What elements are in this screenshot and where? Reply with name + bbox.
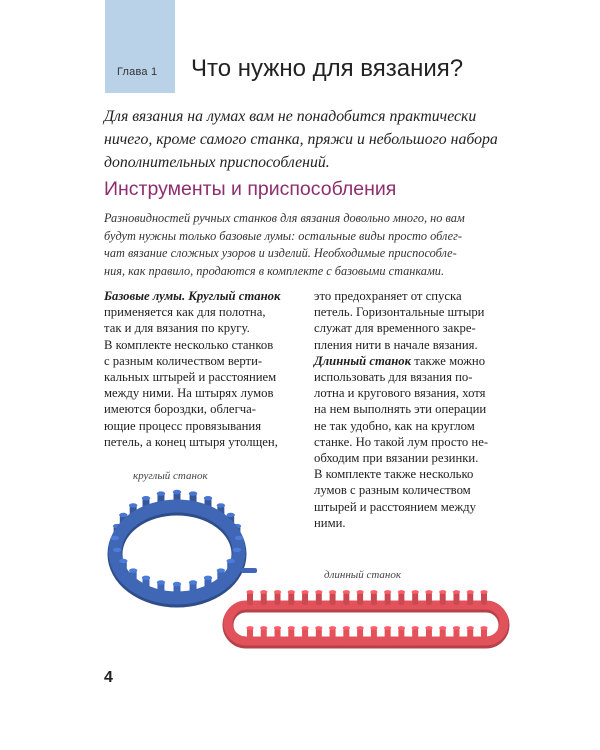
loom-peg — [288, 592, 294, 605]
body-line: лумов с разным количеством — [314, 483, 471, 498]
loom-peg-top — [412, 590, 419, 594]
loom-peg-top — [157, 580, 165, 584]
loom-peg-top — [217, 568, 225, 572]
loom-peg-top — [315, 590, 322, 594]
loom-peg — [247, 628, 253, 641]
loom-peg-top — [204, 576, 212, 580]
loom-peg-top — [398, 626, 405, 630]
loom-peg — [398, 592, 404, 605]
intro-line: Для вязания на лумах вам не понадобится практически — [104, 108, 477, 125]
loom-side-peg — [241, 568, 257, 573]
loom-peg — [157, 582, 164, 598]
body-line: ющие процесс провязывания — [104, 418, 262, 433]
loom-peg — [247, 592, 253, 605]
loom-peg — [398, 628, 404, 641]
body-line: лотна и кругового вязания, хотя — [314, 386, 486, 401]
body-line: на нем выполнять эти операции — [314, 402, 487, 417]
loom-peg-top — [288, 626, 295, 630]
loom-peg-top — [204, 496, 212, 500]
loom-peg-top — [288, 590, 295, 594]
loom-peg-top — [119, 559, 127, 563]
loom-peg-top — [111, 536, 119, 540]
body-line: петель. Горизонтальные штыри — [314, 305, 485, 320]
page-number: 4 — [104, 669, 113, 686]
loom-peg — [371, 628, 377, 641]
loom-peg — [343, 628, 349, 641]
loom-peg — [227, 561, 234, 577]
loom-peg-top — [343, 626, 350, 630]
section-intro-line: чат вязание сложных узоров и изделий. Необходимые приспособле- — [104, 246, 457, 260]
loom-peg-top — [343, 590, 350, 594]
loom-peg — [357, 628, 363, 641]
loom-peg-top — [233, 548, 241, 552]
section-intro — [104, 210, 544, 280]
loom-peg-top — [425, 590, 432, 594]
chapter-label: Глава 1 — [117, 66, 158, 78]
loom-peg — [114, 550, 121, 566]
loom-peg-top — [480, 626, 487, 630]
body-line: петель, а конец штыря утолщен, — [104, 434, 278, 449]
loom-peg — [330, 628, 336, 641]
body-line: В комплекте также несколько — [314, 467, 474, 482]
body-line: не так удобно, как на круглом — [314, 418, 475, 433]
chapter-tab — [105, 0, 175, 93]
loom-peg-top — [384, 590, 391, 594]
loom-peg-top — [226, 513, 234, 517]
loom-peg-top — [412, 626, 419, 630]
loom-peg-top — [425, 626, 432, 630]
loom-peg-top — [142, 496, 150, 500]
section-title: Инструменты и приспособления — [104, 178, 397, 200]
body-line: с разным количеством верти- — [104, 353, 263, 368]
body-line: между ними. На штырях лумов — [104, 386, 274, 401]
loom-peg-top — [129, 568, 137, 572]
loom-peg-top — [315, 626, 322, 630]
loom-peg-top — [453, 626, 460, 630]
loom-peg-top — [189, 491, 197, 495]
section-intro-line: ния, как правило, продаются в комплекте с базовыми станками. — [104, 263, 445, 278]
loom-peg — [130, 571, 137, 587]
section-intro-line: будут нужны только базовые лумы: остальные виды просто облег- — [104, 228, 463, 243]
body-line: применяется как для полотна, — [104, 305, 266, 320]
loom-peg-top — [274, 590, 281, 594]
loom-peg — [467, 628, 473, 641]
loom-peg-top — [274, 626, 281, 630]
loom-peg — [120, 561, 127, 577]
loom-peg-top — [384, 626, 391, 630]
loom-peg — [316, 628, 322, 641]
body-line: станке. Но такой лум просто не- — [314, 434, 489, 449]
chapter-title: Что нужно для вязания? — [191, 55, 464, 82]
loom-peg-top — [329, 590, 336, 594]
loom-peg-top — [189, 580, 197, 584]
loom-peg — [316, 592, 322, 605]
loom-peg — [302, 628, 308, 641]
loom-peg — [453, 628, 459, 641]
loom-peg-top — [467, 626, 474, 630]
loom-peg — [343, 592, 349, 605]
loom-peg — [233, 550, 240, 566]
loom-peg — [261, 592, 267, 605]
loom-peg — [412, 628, 418, 641]
loom-peg — [205, 578, 212, 594]
body-line: пления нити в начале вязания. — [314, 337, 478, 352]
loom-peg — [190, 582, 197, 598]
body-line: имеются бороздки, облегча- — [104, 402, 257, 417]
loom-peg-top — [439, 626, 446, 630]
loom-peg-top — [439, 590, 446, 594]
loom-peg-top — [357, 590, 364, 594]
loom-peg-top — [129, 503, 137, 507]
loom-peg-top — [329, 626, 336, 630]
loom-peg-top — [370, 626, 377, 630]
section-intro-line: Разновидностей ручных станков для вязания довольно много, но вам — [104, 211, 465, 225]
loom-peg — [143, 578, 150, 594]
loom-peg-top — [246, 626, 253, 630]
body-line — [314, 353, 534, 369]
loom-peg — [302, 592, 308, 605]
loom-peg-top — [142, 576, 150, 580]
loom-peg-top — [467, 590, 474, 594]
intro-paragraph — [104, 105, 534, 174]
body-line: кальных штырей и расстоянием — [104, 370, 277, 385]
loom-peg — [481, 592, 487, 605]
loom-peg — [481, 628, 487, 641]
loom-peg — [275, 628, 281, 641]
loom-peg — [385, 592, 391, 605]
body-line: использовать для вязания по- — [314, 370, 473, 385]
loom-peg-top — [480, 590, 487, 594]
long-loom-caption: длинный станок — [324, 569, 402, 581]
body-line: служат для временного закре- — [314, 321, 476, 336]
intro-line: ничего, кроме самого станка, пряжи и небольшого набора — [104, 131, 498, 148]
loom-peg — [440, 592, 446, 605]
right-column — [314, 288, 534, 531]
loom-peg — [261, 628, 267, 641]
long-loom-image — [218, 585, 518, 655]
loom-peg-top — [260, 626, 267, 630]
loom-peg-top — [357, 626, 364, 630]
loom-peg — [467, 592, 473, 605]
loom-peg-top — [246, 590, 253, 594]
body-line: ними. — [314, 515, 346, 530]
body-line: В комплекте несколько станков — [104, 337, 274, 352]
body-line: это предохраняет от спуска — [314, 289, 462, 303]
loom-peg-top — [113, 548, 121, 552]
loom-peg — [330, 592, 336, 605]
loom-peg — [426, 592, 432, 605]
right-column-lead: Длинный станок — [314, 353, 412, 368]
left-column — [104, 288, 304, 450]
loom-peg-top — [370, 590, 377, 594]
loom-peg-top — [453, 590, 460, 594]
loom-peg — [275, 592, 281, 605]
loom-peg — [426, 628, 432, 641]
loom-peg-top — [301, 626, 308, 630]
body-line: обходим при вязании резинки. — [314, 451, 479, 466]
loom-peg-top — [398, 590, 405, 594]
left-column-lead: Базовые лумы. Круглый станок — [104, 289, 281, 303]
loom-peg — [453, 592, 459, 605]
loom-peg-top — [260, 590, 267, 594]
loom-peg-top — [301, 590, 308, 594]
loom-peg — [371, 592, 377, 605]
loom-peg-top — [157, 491, 165, 495]
loom-peg-top — [173, 582, 181, 586]
body-line: штырей и расстоянием между — [314, 499, 476, 514]
intro-line: дополнительных приспособлений. — [104, 154, 330, 171]
loom-peg-top — [235, 536, 243, 540]
loom-peg — [412, 592, 418, 605]
loom-peg — [288, 628, 294, 641]
loom-peg-top — [217, 503, 225, 507]
loom-peg — [440, 628, 446, 641]
loom-peg-top — [119, 513, 127, 517]
lead-continuation: также можно — [411, 353, 486, 368]
body-line: так и для вязания по кругу. — [104, 321, 250, 336]
loom-peg — [357, 592, 363, 605]
loom-peg-top — [226, 559, 234, 563]
loom-peg-top — [173, 490, 181, 494]
round-loom-caption: круглый станок — [133, 470, 208, 482]
loom-peg — [174, 584, 181, 600]
loom-peg — [385, 628, 391, 641]
